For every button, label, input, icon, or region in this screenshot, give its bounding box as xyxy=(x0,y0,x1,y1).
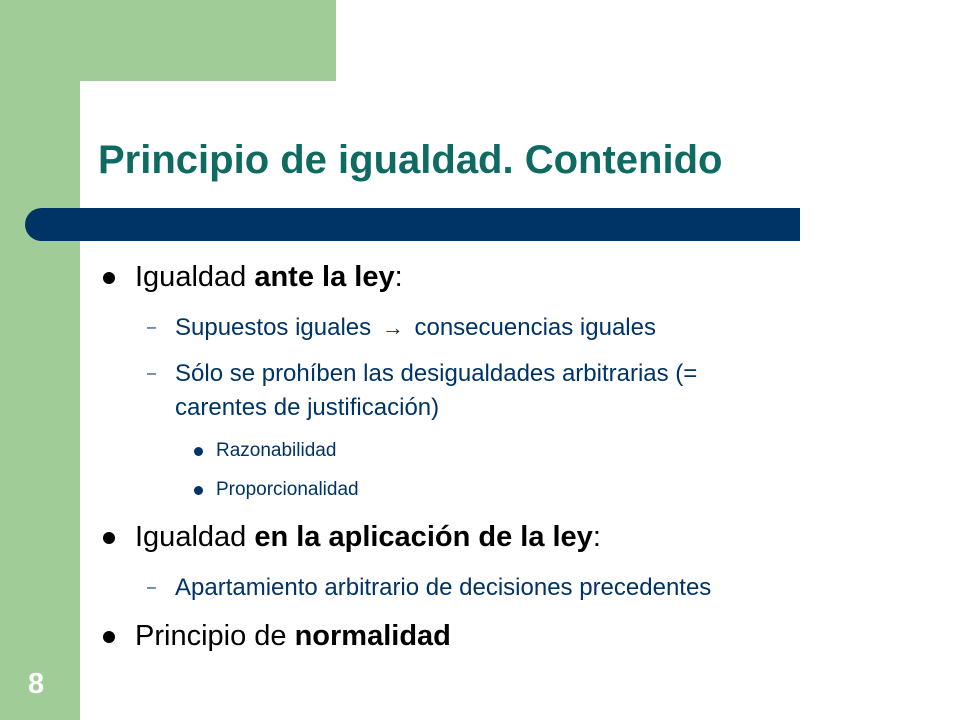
subbullet-line1: Sólo se prohíben las desigualdades arbitrarias (= xyxy=(175,360,698,387)
bullet-text-bold: ante la ley xyxy=(254,261,395,293)
title-underline-bar xyxy=(25,208,800,241)
left-green-strip xyxy=(0,0,80,720)
right-arrow-icon: → xyxy=(381,315,404,340)
subbullet-text: Apartamiento arbitrario de decisiones precedentes xyxy=(175,574,712,601)
bullet-dot-icon xyxy=(194,486,203,495)
bullet-text-bold: normalidad xyxy=(294,620,451,652)
bullet-text-pre: Igualdad xyxy=(135,261,255,293)
bullet-text-bold: en la aplicación de la ley xyxy=(254,521,593,553)
bullet-dot-icon xyxy=(103,532,115,544)
bullet-text-pre: Igualdad xyxy=(135,521,255,553)
subsubbullet-text: Proporcionalidad xyxy=(216,479,359,500)
bullet-text-pre: Principio de xyxy=(135,620,295,652)
bullet-text-post: : xyxy=(592,521,601,553)
dash-icon: – xyxy=(147,365,156,382)
slide-title: Principio de igualdad. Contenido xyxy=(98,138,723,182)
subsubbullet-text: Razonabilidad xyxy=(216,440,337,461)
bullet-igualdad-en-la-aplicacion xyxy=(135,521,601,554)
bullet-principio-de-normalidad xyxy=(135,620,451,653)
subbullet-left-text: Supuestos iguales xyxy=(175,314,372,341)
bullet-dot-icon xyxy=(194,447,203,456)
subbullet-solo-se-prohiben xyxy=(147,357,698,425)
top-green-block xyxy=(0,0,336,81)
subsubbullet-razonabilidad xyxy=(216,440,336,462)
subbullet-supuestos xyxy=(147,311,656,345)
dash-icon: – xyxy=(147,319,156,336)
dash-icon: – xyxy=(147,579,156,596)
subbullet-line2: carentes de justificación) xyxy=(175,394,440,421)
page-number: 8 xyxy=(28,668,45,700)
subbullet-right-text: consecuencias iguales xyxy=(414,314,656,341)
bullet-dot-icon xyxy=(103,631,115,643)
bullet-text-post: : xyxy=(394,261,403,293)
bullet-dot-icon xyxy=(103,272,115,284)
subbullet-apartamiento xyxy=(147,571,712,605)
subsubbullet-proporcionalidad xyxy=(216,479,359,501)
bullet-igualdad-ante-la-ley xyxy=(135,261,403,294)
